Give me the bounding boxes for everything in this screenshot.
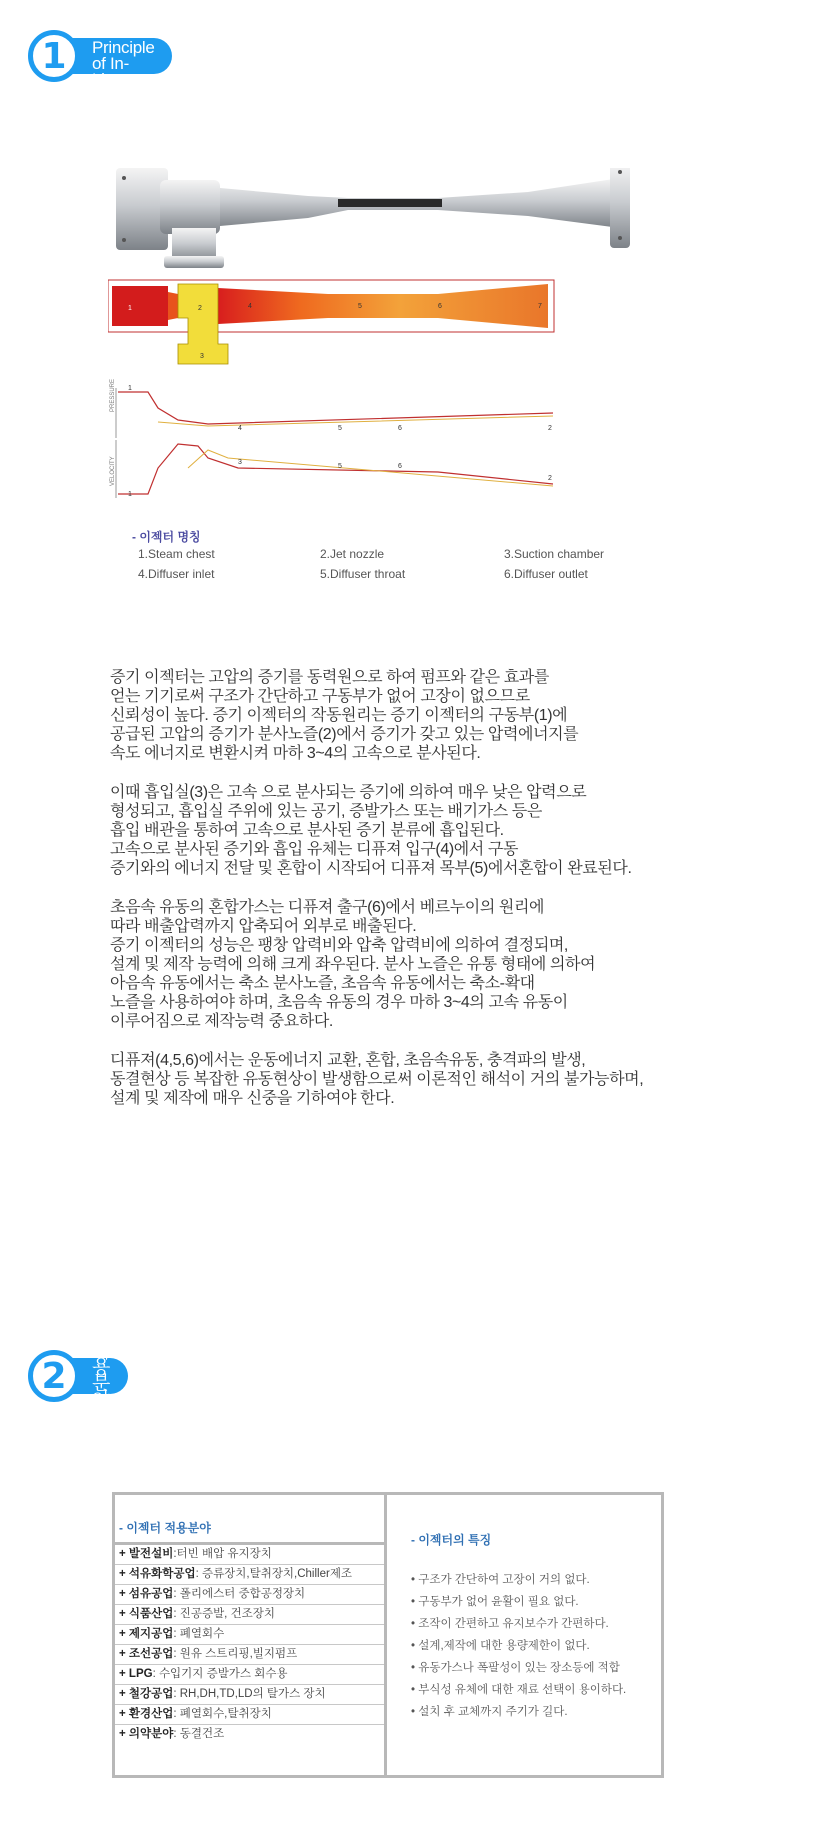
pressure-axis-label: PRESSURE bbox=[110, 378, 116, 412]
table-row: + 섬유공업: 폴리에스터 중합공정장치 bbox=[115, 1585, 384, 1605]
ejector-features bbox=[387, 1495, 661, 1775]
svg-text:6: 6 bbox=[438, 303, 442, 310]
section-title-line2: of In-Line Mixer bbox=[92, 54, 133, 105]
table-row: + LPG: 수입기지 증발가스 회수용 bbox=[115, 1665, 384, 1685]
svg-text:5: 5 bbox=[338, 463, 342, 470]
svg-text:1: 1 bbox=[128, 305, 132, 312]
svg-text:2: 2 bbox=[548, 475, 552, 482]
svg-text:2: 2 bbox=[198, 305, 202, 312]
table-row: + 철강공업: RH,DH,TD,LD의 탈가스 장치 bbox=[115, 1685, 384, 1705]
svg-text:1: 1 bbox=[128, 385, 132, 392]
features-heading: - 이젝터의 특징 bbox=[411, 1533, 492, 1547]
legend-item: 6.Diffuser outlet bbox=[504, 567, 588, 581]
paragraph: 이때 흡입실(3)은 고속 으로 분사되는 증기에 의하여 매우 낮은 압력으로 형성되고, 흡입실 주위에 있는 공기, 증발가스 또는 배기가스 등은 흡입 배관을 통하여 고속으로 분사된 증기 분류에 흡입된다. 고속으로 분사된 증기와 흡입 유체는 디퓨져 입구(4)에서 구동 증기와의 에너지 전달 및 혼합이 시작되어 디퓨져 목부(5)에서혼합이 완료된다. bbox=[110, 784, 632, 877]
ejector-figure bbox=[108, 168, 660, 588]
svg-text:7: 7 bbox=[538, 303, 542, 310]
list-item: • 설계,제작에 대한 용량제한이 없다. bbox=[411, 1640, 590, 1652]
list-item: • 유동가스나 폭팔성이 있는 장소등에 적합 bbox=[411, 1662, 620, 1674]
legend-item: 5.Diffuser throat bbox=[320, 567, 406, 581]
svg-text:6: 6 bbox=[398, 425, 402, 432]
table-row: + 의약분야: 동결건조 bbox=[119, 1728, 225, 1740]
svg-text:3: 3 bbox=[238, 459, 242, 466]
list-item: • 부식성 유체에 대한 재료 선택이 용이하다. bbox=[411, 1684, 627, 1696]
svg-text:4: 4 bbox=[238, 425, 242, 432]
list-item: • 구동부가 없어 윤활이 필요 없다. bbox=[411, 1596, 579, 1608]
table-row: + 제지공업: 폐열회수 bbox=[115, 1625, 384, 1645]
legend-item: 1.Steam chest bbox=[138, 547, 215, 561]
table-row: + 석유화학공업: 증류장치,탈취장치,Chiller제조 bbox=[115, 1565, 384, 1585]
description-text bbox=[110, 668, 730, 1128]
table-row: + 발전설비:터빈 배압 유지장치 bbox=[115, 1545, 384, 1565]
svg-text:3: 3 bbox=[200, 353, 204, 360]
paragraph: 초음속 유동의 혼합가스는 디퓨져 출구(6)에서 베르누이의 원리에 따라 배출압력까지 압축되어 외부로 배출된다. 증기 이젝터의 성능은 팽창 압력비와 압축 압력비에 의하여 결정되며, 설계 및 제작 능력에 의해 크게 좌우된다. 분사 노즐은 유통 형태에 의하여 아음속 유동에서는 축소 분사노즐, 초음속 유동에서는 축소-확대 노즐을 사용하여야 하며, 초음속 유동의 경우 마하 3~4의 고속 유동이 이루어짐으로 제작능력 중요하다. bbox=[110, 899, 596, 1030]
mixer-photo bbox=[116, 168, 630, 268]
svg-text:2: 2 bbox=[548, 425, 552, 432]
velocity-graph bbox=[110, 440, 553, 498]
section-number-badge: 1 bbox=[28, 30, 80, 82]
svg-text:6: 6 bbox=[398, 463, 402, 470]
application-fields bbox=[115, 1495, 387, 1775]
table-row: + 조선공업: 원유 스트리핑,빌지펌프 bbox=[115, 1645, 384, 1665]
pressure-graph bbox=[110, 379, 553, 438]
list-item: • 조작이 간편하고 유지보수가 간편하다. bbox=[411, 1618, 609, 1630]
section-number-badge: 2 bbox=[28, 1350, 80, 1402]
application-fields-heading: - 이젝터 적용분야 bbox=[115, 1495, 384, 1545]
table-row: + 환경산업: 폐열회수,탈취장치 bbox=[115, 1705, 384, 1725]
legend-item: 4.Diffuser inlet bbox=[138, 567, 215, 581]
legend-title: - 이젝터 명칭 bbox=[132, 530, 201, 544]
paragraph: 디퓨져(4,5,6)에서는 운동에너지 교환, 혼합, 초음속유동, 충격파의 발생, 동결현상 등 복잡한 유동현상이 발생함으로써 이론적인 해석이 거의 불가능하며, 설계 및 제작에 매우 신중을 기하여야 한다. bbox=[110, 1052, 644, 1107]
list-item: • 설치 후 교체까지 주기가 길다. bbox=[411, 1706, 568, 1718]
svg-text:1: 1 bbox=[128, 491, 132, 498]
application-table bbox=[112, 1492, 664, 1778]
section-title-line1: Structer and Principle bbox=[92, 6, 155, 57]
svg-text:5: 5 bbox=[358, 303, 362, 310]
ejector-illustration bbox=[108, 168, 660, 528]
section-title: 이젝트 적용분야 및 특징 bbox=[92, 1293, 111, 1458]
list-item: • 구조가 간단하여 고장이 거의 없다. bbox=[411, 1574, 590, 1586]
features-list bbox=[411, 1569, 626, 1723]
svg-text:5: 5 bbox=[338, 425, 342, 432]
legend-item: 3.Suction chamber bbox=[504, 547, 605, 561]
velocity-axis-label: VELOCITY bbox=[110, 456, 116, 486]
paragraph: 증기 이젝터는 고압의 증기를 동력원으로 하여 펌프와 같은 효과를 얻는 기기로써 구조가 간단하고 구동부가 없어 고장이 없으므로 신뢰성이 높다. 증기 이젝터의 작동원리는 증기 이젝터의 구동부(1)에 공급된 고압의 증기가 분사노즐(2)에서 증기가 갖고 있는 압력에너지를 속도 에너지로 변환시켜 마하 3~4의 고속으로 분사된다. bbox=[110, 669, 579, 762]
svg-text:4: 4 bbox=[248, 303, 252, 310]
table-row: + 식품산업: 진공증발, 건조장치 bbox=[115, 1605, 384, 1625]
legend-item: 2.Jet nozzle bbox=[320, 547, 385, 561]
cross-section-diagram bbox=[108, 280, 554, 364]
